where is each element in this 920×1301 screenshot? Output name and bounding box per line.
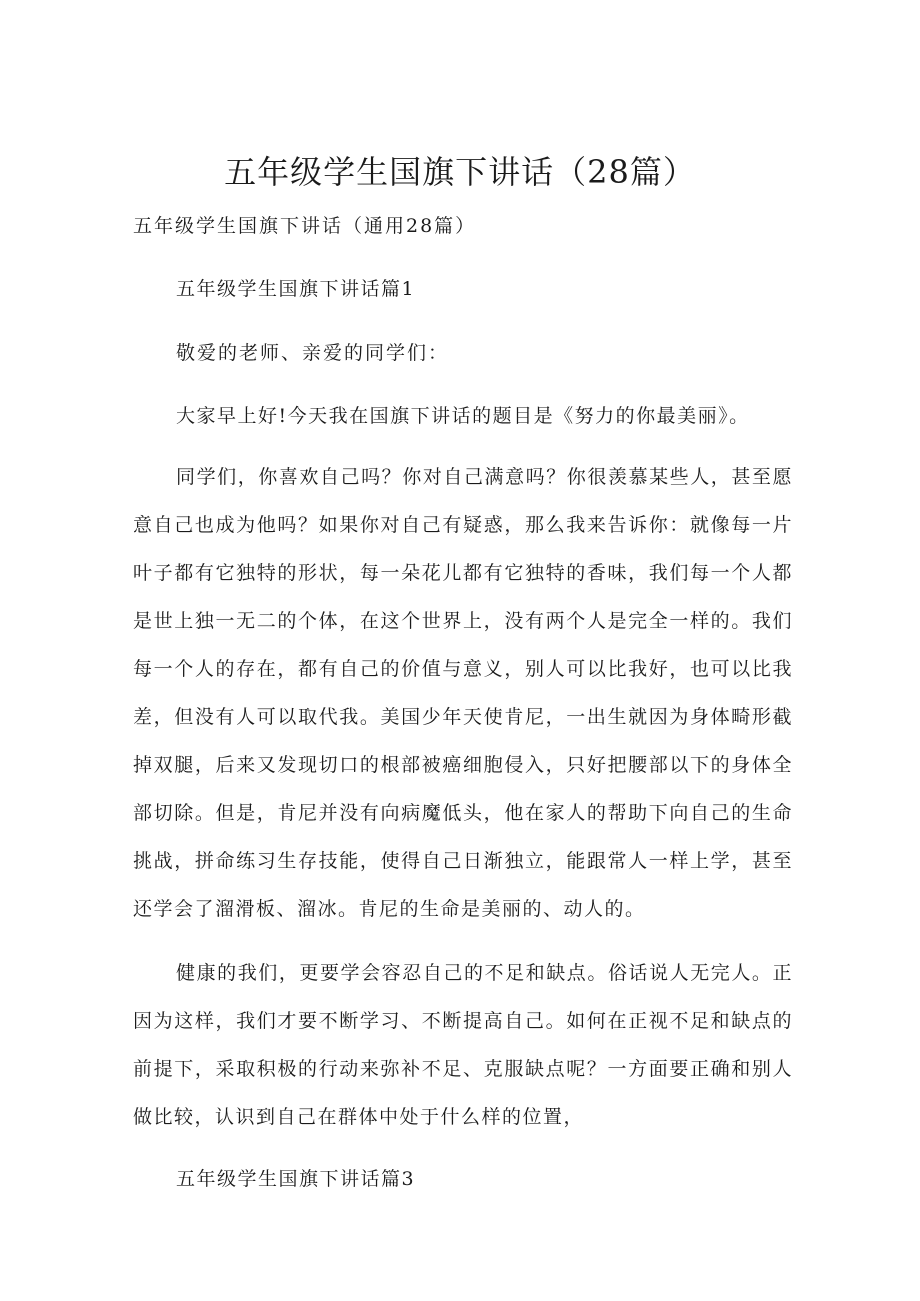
section-3-heading: 五年级学生国旗下讲话篇3	[176, 1168, 416, 1190]
paragraph-body-1: 同学们，你喜欢自己吗？你对自己满意吗？你很羡慕某些人，甚至愿意自己也成为他吗？如果你对自己有疑惑，那么我来告诉你：就像每一片叶子都有它独特的形状，每一朵花儿都有它独特的香味，我们每一个人都是世上独一无二的个体，在这个世界上，没有两个人是完全一样的。我们每一个人的存在，都有自己的价值与意义，别人可以比我好，也可以比我差，但没有人可以取代我。美国少年天使肯尼，一出生就因为身体畸形截掉双腿，后来又发现切口的根部被癌细胞侵入，只好把腰部以下的身体全部切除。但是，肯尼并没有向病魔低头，他在家人的帮助下向自己的生命挑战，拼命练习生存技能，使得自己日渐独立，能跟常人一样上学，甚至还学会了溜滑板、溜冰。肯尼的生命是美丽的、动人的。	[133, 466, 793, 920]
paragraph-body-2: 健康的我们，更要学会容忍自己的不足和缺点。俗话说人无完人。正因为这样，我们才要不断学习、不断提高自己。如何在正视不足和缺点的前提下，采取积极的行动来弥补不足、克服缺点呢？一方面要正确和别人做比较，认识到自己在群体中处于什么样的位置，	[133, 962, 793, 1128]
salutation: 敬爱的老师、亲爱的同学们：	[176, 342, 450, 364]
document-subtitle: 五年级学生国旗下讲话（通用28篇）	[133, 215, 477, 237]
section-1-heading: 五年级学生国旗下讲话篇1	[176, 278, 416, 300]
document-title: 五年级学生国旗下讲话（28篇）	[224, 153, 696, 191]
paragraph-greeting: 大家早上好!今天我在国旗下讲话的题目是《努力的你最美丽》。	[176, 405, 750, 427]
